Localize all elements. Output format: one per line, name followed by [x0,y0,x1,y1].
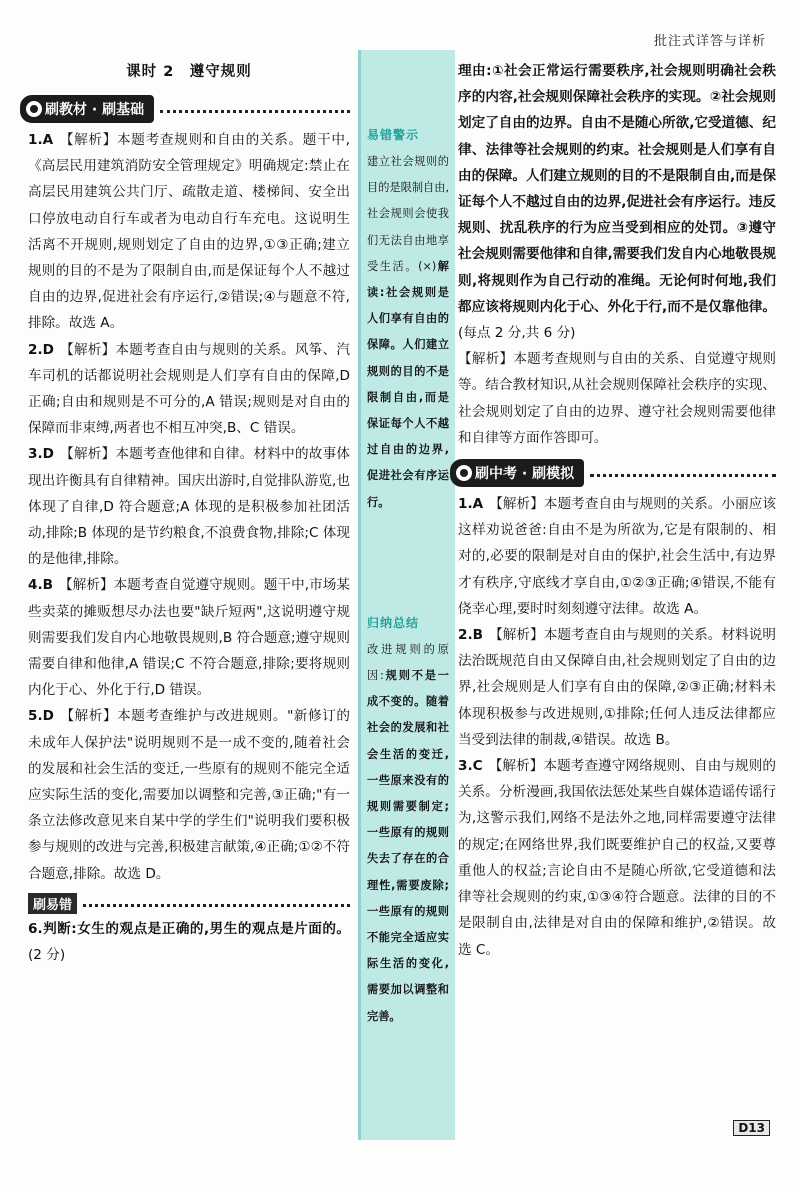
right-column [458,58,776,963]
section-label: 刷易错 [28,893,77,914]
item-answer: D [42,708,54,725]
answer-item-6 [28,916,350,968]
item-6-analysis: 【解析】本题考查规则与自由的关系、自觉遵守规则等。结合教材知识,从社会规则保障社会秩序的实现、社会规则划定了自由的边界、遵守社会规则需要他律和自律等方面作答即可。 [458,351,776,446]
item-answer: B [472,627,483,644]
item-text: 【解析】本题考查自觉遵守规则。题干中,市场某些卖菜的摊贩想尽办法也要"缺斤短两",这说明遵守规则需要我们发自内心地敬畏规则,B 符合题意;遵守规则需要自律和他律,A 错误;C 不符合题意,排除;要将规则内化于心、外化于行,D 错误。 [28,577,350,699]
item-number: 1. [28,132,43,148]
item-prefix: 判断: [42,920,77,937]
page-header: 批注式详答与详析 [653,34,766,49]
item-number: 3. [458,758,473,775]
section-banner-basic [20,95,350,123]
book-icon [456,465,472,481]
reason-score: (每点 2 分,共 6 分) [458,325,576,342]
item-number: 4. [28,577,43,594]
item-answer: A [42,132,54,148]
lesson-title: 课时 2 遵守规则 [126,64,252,80]
item-text: 女生的观点是正确的,男生的观点是片面的。 [76,920,351,937]
exam-item-3 [458,753,776,963]
section-label: 刷教材 · 刷基础 [45,102,145,118]
dotted-rule [83,904,350,907]
item-number: 6. [28,920,43,937]
answer-item-1 [28,127,350,337]
section-badge [450,459,584,487]
reason-text: 理由:①社会正常运行需要秩序,社会规则明确社会秩序的内容,社会规则保障社会秩序的实现。②社会规则划定了自由的边界。自由不是随心所欲,它受道德、纪律、法律等社会规则的约束。社会规则是人们享有自由的保障。人们建立规则的目的不是限制自由,而是保证每个人不越过自由的边界,促进社会有序运行。违反规则、扰乱秩序的行为应当受到相应的处罚。③遵守社会规则需要他律和自律,需要我们发自内心地敬畏规则,将规则作为自己行动的准绳。无论何时何地,我们都应该将规则内化于心、外化于行,而不是仅靠他律。 [458,63,776,315]
note-body: 规则不是一成不变的。随着社会的发展和社会生活的变迁,一些原来没有的规则需要制定;一些原有的规则失去了存在的合理性,需要废除;一些原有的规则不能完全适应实际生活的变化,需要加以调整和完善。 [367,669,449,1023]
note-statement: 建立社会规则的目的是限制自由,社会规则会使我们无法自由地享受生活。(×) [367,155,449,273]
exam-item-1 [458,491,776,622]
section-badge [20,95,154,123]
note-heading: 改进规则的原因: [367,642,449,683]
note-title-summary: 归纳总结 [367,615,420,630]
item-text: 【解析】本题考查自由与规则的关系。材料说明法治既规范自由又保障自由,社会规则划定了自由的边界,社会规则是人们享有自由的保障,②③正确;材料未体现积极参与改进规则,①排除;任何人违反法律都应当受到法律的制裁,④错误。故选 B。 [458,627,776,748]
dotted-rule [160,110,350,113]
answer-item-3 [28,441,350,572]
item-number: 5. [28,708,43,725]
left-column [28,60,350,968]
item-text: 【解析】本题考查规则和自由的关系。题干中,《高层民用建筑消防安全管理规定》明确规定:禁止在高层民用建筑公共门厅、疏散走道、楼梯间、安全出口停放电动自行车或者为电动自行车充电。这说明生活离不开规则,规则划定了自由的边界,①③正确;建立规则的目的不是为了限制自由,而是保证每个人不越过自由的边界,促进社会有序运行,②错误;④与题意不符,排除。故选 A。 [28,132,350,332]
item-answer: A [472,496,484,513]
item-text: 【解析】本题考查维护与改进规则。"新修订的未成年人保护法"说明规则不是一成不变的,随着社会的发展和社会生活的变迁,一些原有的规则不能完全适应实际生活的变化,需要加以调整和完善,③正确;"有一条立法修改意见来自某中学的学生们"说明我们要积极参与规则的改进与完善,积极建言献策,④正确;①②不符合题意,排除。故选 D。 [28,708,350,882]
answer-item-2 [28,337,350,442]
answer-item-5 [28,703,350,886]
note-text-warning [367,149,449,516]
item-answer: C [472,758,483,775]
exam-item-2 [458,622,776,753]
answer-item-4 [28,572,350,703]
note-text-summary [367,637,449,1030]
note-explanation: 解读:社会规则是人们享有自由的保障。人们建立规则的目的不是限制自由,而是保证每个人不越过自由的边界,促进社会有序运行。 [367,259,449,509]
item-text: 【解析】本题考查他律和自律。材料中的故事体现出许衡具有自律精神。国庆出游时,自觉排队游览,也体现了自律,D 符合题意;A 体现的是积极参加社团活动,排除;B 体现的是节约粮食,不浪费食物,排除;C 体现的是他律,排除。 [28,446,350,568]
item-answer: D [42,446,54,463]
item-score: (2 分) [28,947,66,964]
margin-notes [358,50,455,1140]
dotted-rule [590,474,776,477]
item-number: 2. [28,341,43,358]
item-6-reason [458,58,776,346]
item-text: 【解析】本题考查自由与规则的关系。风筝、汽车司机的话都说明社会规则是人们享有自由的保障,D 正确;自由和规则是不可分的,A 错误;规则是对自由的保障而非束缚,两者也不相互冲突,B、C 错误。 [28,341,350,437]
item-number: 1. [458,496,473,513]
item-answer: D [42,341,54,358]
book-icon [26,101,42,117]
note-title-warning: 易错警示 [367,128,420,142]
item-text: 【解析】本题考查遵守网络规则、自由与规则的关系。分析漫画,我国依法惩处某些自媒体造谣传谣行为,这警示我们,网络不是法外之地,同样需要遵守法律的规定;在网络世界,我们既要维护自己的权益,又要尊重他人的权益;言论自由不是随心所欲,它受道德和法律等社会规则的约束,①③④符合题意。法律的目的不是限制自由,法律是对自由的保障和维护,②错误。故选 C。 [458,758,776,958]
page-number: D13 [733,1120,770,1136]
section-label: 刷中考 · 刷模拟 [475,466,575,483]
item-number: 2. [458,627,473,644]
item-number: 3. [28,446,43,463]
item-text: 【解析】本题考查自由与规则的关系。小丽应该这样劝说爸爸:自由不是为所欲为,它是有限制的、相对的,必要的限制是对自由的保护,社会生活中,有边界才有秩序,守底线才享自由,①②③正确;④错误,不能有侥幸心理,要时时刻刻遵守法律。故选 A。 [458,496,776,617]
section-banner-exam [450,459,776,487]
section-banner-errors [28,893,350,914]
item-answer: B [42,577,53,594]
